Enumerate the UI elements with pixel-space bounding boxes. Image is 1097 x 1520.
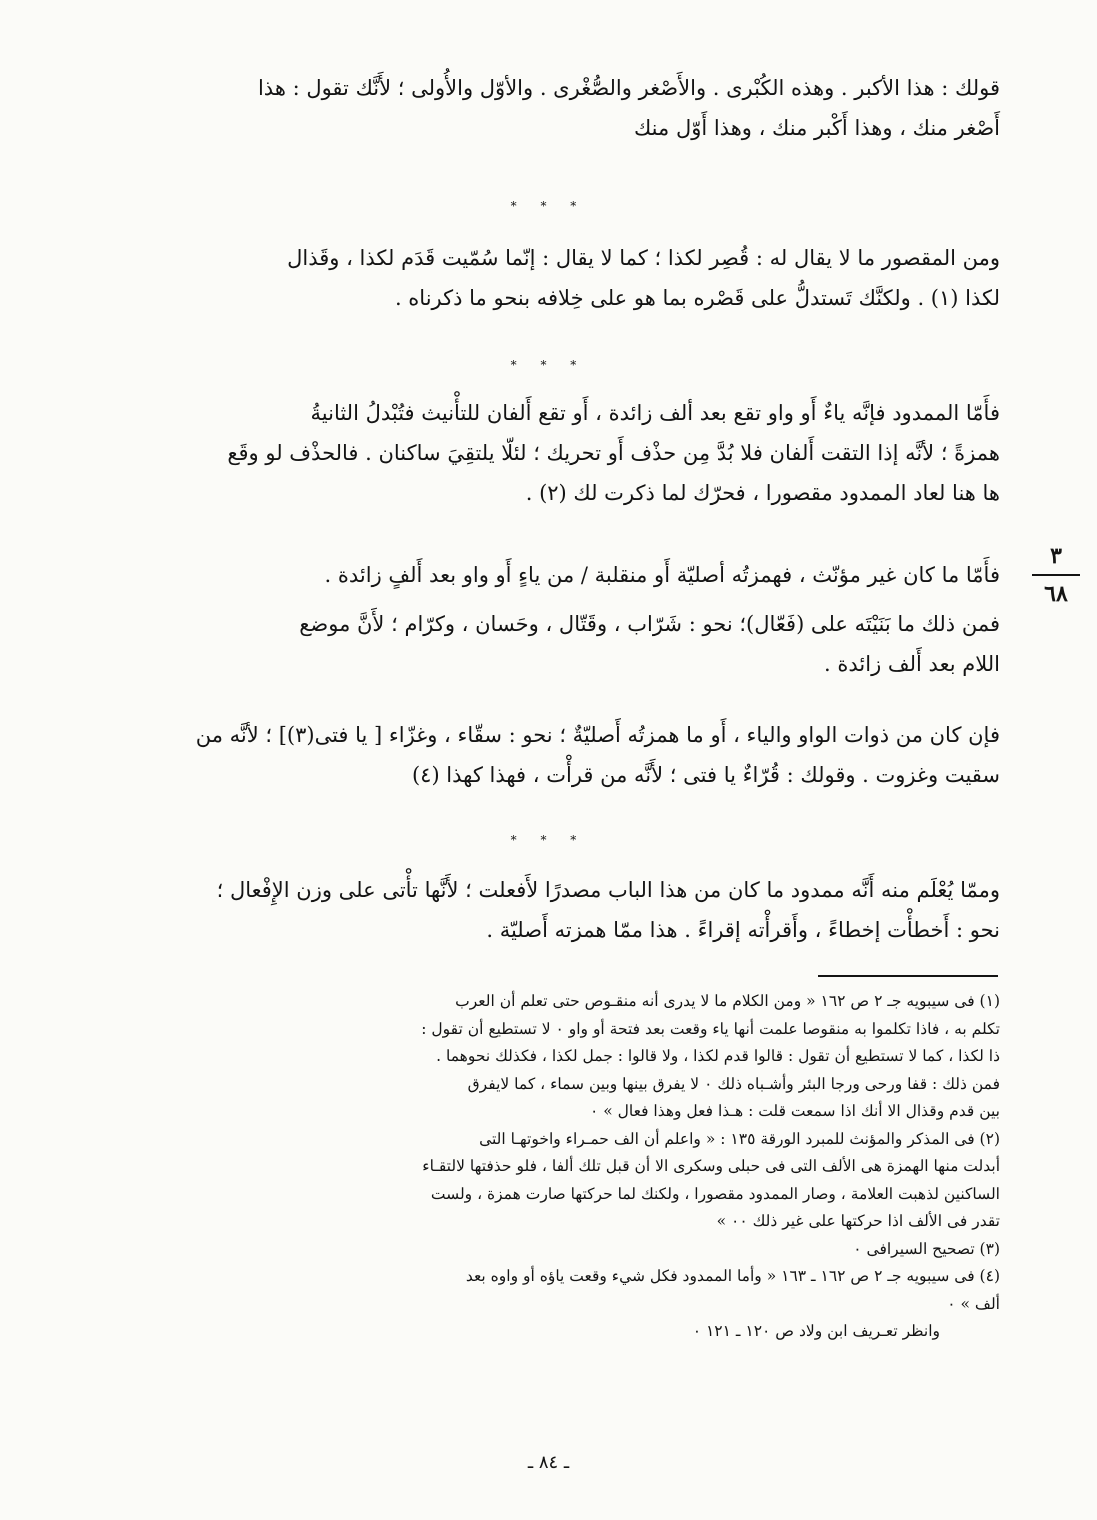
paragraph-4 [132,555,1000,595]
section-separator: * * * [510,833,587,847]
footnote-line: بين قدم وقذال الا أنك اذا سمعت قلت : هـذا فعل وهذا فعال » ٠ [589,1102,1000,1120]
text-line: ومن المقصور ما لا يقال له : قُصِر لكذا ؛ كما لا يقال : إنّما سُمّيت قَدَم لكذا ، وقَذال [287,246,1000,270]
paragraph-6 [132,715,1000,795]
text-line: فإن كان من ذوات الواو والياء ، أَو ما همزتُه أَصليّةٌ ؛ نحو : سقّاء ، وغزّاء [ يا فتى(٣)] ؛ لأنَّه من [195,723,1000,747]
footnote-line: (١) فى سيبويه جـ ٢ ص ١٦٢ « ومن الكلام ما لا يدرى أنه منقـوص حتى تعلم أن العرب [455,992,1000,1010]
text-line: وممّا يُعْلَم منه أَنَّه ممدود ما كان من هذا الباب مصدرًا لأَفعلت ؛ لأَنَّها تأْتى على وزن الإِفْعال ؛ [216,878,1000,902]
paragraph-2 [132,238,1000,318]
footnote-line: (٣) تصحيح السيرافى ٠ [853,1239,1000,1258]
text-line: ها هنا لعاد الممدود مقصورا ، فحرّك لما ذكرت لك (٢) . [525,481,1000,505]
margin-divider [1032,574,1080,576]
footnote-line: الساكنين لذهبت العلامة ، وصار الممدود مقصورا ، ولكنك لما حركتها صارت همزة ، ولست [430,1184,1000,1203]
text-line: اللام بعد أَلف زائدة . [824,652,1000,676]
text-line: لكذا (١) . ولكنَّك تَستدلُّ على قَصْره بما هو على خِلافه بنحو ما ذكرناه . [394,286,1000,310]
section-separator: * * * [510,358,587,372]
footnote-line: ذا لكذا ، كما لا تستطيع أن تقول : قالوا قدم لكذا ، ولا قالوا : جمل لكذا ، فكذلك نحوهما . [436,1047,1000,1065]
text-line: قولك : هذا الأكبر . وهذه الكُبْرى . والأَصْغر والصُّغْرى . والأوّل والأُولى ؛ لأَنَّك تقول : هذا [257,76,1000,100]
footnote-line: (٢) فى المذكر والمؤنث للمبرد الورقة ١٣٥ : « واعلم أن الف حمـراء واخوتهـا التى [479,1129,1000,1148]
margin-page-reference [1032,542,1080,608]
footnote-line: أبدلت منها الهمزة هى الألف التى فى حبلى وسكرى الا أن قبل تلك ألفا ، فلو حذفتها لالتقـاء [422,1157,1000,1175]
section-separator: * * * [510,199,587,213]
paragraph-3 [132,393,1000,513]
page-number: ـ ٨٤ ـ [527,1452,570,1473]
footnote-line: فمن ذلك : قفا ورحى ورجا البئر وأشـباه ذلك ٠ لا يفرق بينها وبين سماء ، كما لايفرق [467,1074,1000,1093]
text-line: همزةً ؛ لأنَّه إذا التقت أَلفان فلا بُدَّ مِن حذْف أَو تحريك ؛ لئلّا يلتقِيَ ساكنان . فالحذْف لو وقَع [227,441,1000,465]
footnotes [132,988,1000,1346]
text-line: نحو : أَخطأْت إخطاءً ، وأَقرأْته إقراءً . هذا ممّا همزته أَصليّة . [486,918,1000,942]
footnote-separator [818,975,998,977]
text-line: سقيت وغزوت . وقولك : قُرّاءٌ يا فتى ؛ لأَنَّه من قرأْت ، فهذا كهذا (٤) [411,763,1000,787]
text-line: أَصْغر منك ، وهذا أَكْبر منك ، وهذا أَوّل منك [633,116,1000,140]
text-line: فمن ذلك ما بَنَيْتَه على (فَعّال)؛ نحو : شَرّاب ، وقَتّال ، وحَسان ، وكرّام ؛ لأَنَّ موضع [299,612,1000,636]
footnote-line: ألف » ٠ [947,1294,1000,1313]
text-line: فأَمّا ما كان غير مؤنّث ، فهمزتُه أصليّة أَو منقلبة / من ياءٍ أَو واو بعد أَلفٍ زائدة . [324,563,1000,587]
text-line: فأَمّا الممدود فإنَّه ياءٌ أَو واو تقع بعد ألف زائدة ، أَو تقع أَلفان للتأْنيث فتُبْدلُ الثانيةُ [310,401,1000,425]
footnote-line: وانظر تعـريف ابن ولاد ص ١٢٠ ـ ١٢١ ٠ [692,1322,940,1340]
footnote-line: (٤) فى سيبويه جـ ٢ ص ١٦٢ ـ ١٦٣ « وأما الممدود فكل شيء وقعت ياؤه أو واوه بعد [465,1267,1000,1285]
paragraph-1 [132,68,1000,148]
paragraph-5 [132,604,1000,684]
footnote-line: تقدر فى الألف اذا حركتها على غير ذلك ٠٠ » [716,1212,1000,1230]
footnote-line: تكلم به ، فاذا تكلموا به منقوصا علمت أنها ياء وقعت بعد فتحة أو واو ٠ لا تستطيع أن تقول : [421,1019,1000,1038]
margin-note-top: ٣ [1050,543,1062,569]
paragraph-7 [132,870,1000,950]
margin-note-bottom: ٦٨ [1044,581,1068,607]
